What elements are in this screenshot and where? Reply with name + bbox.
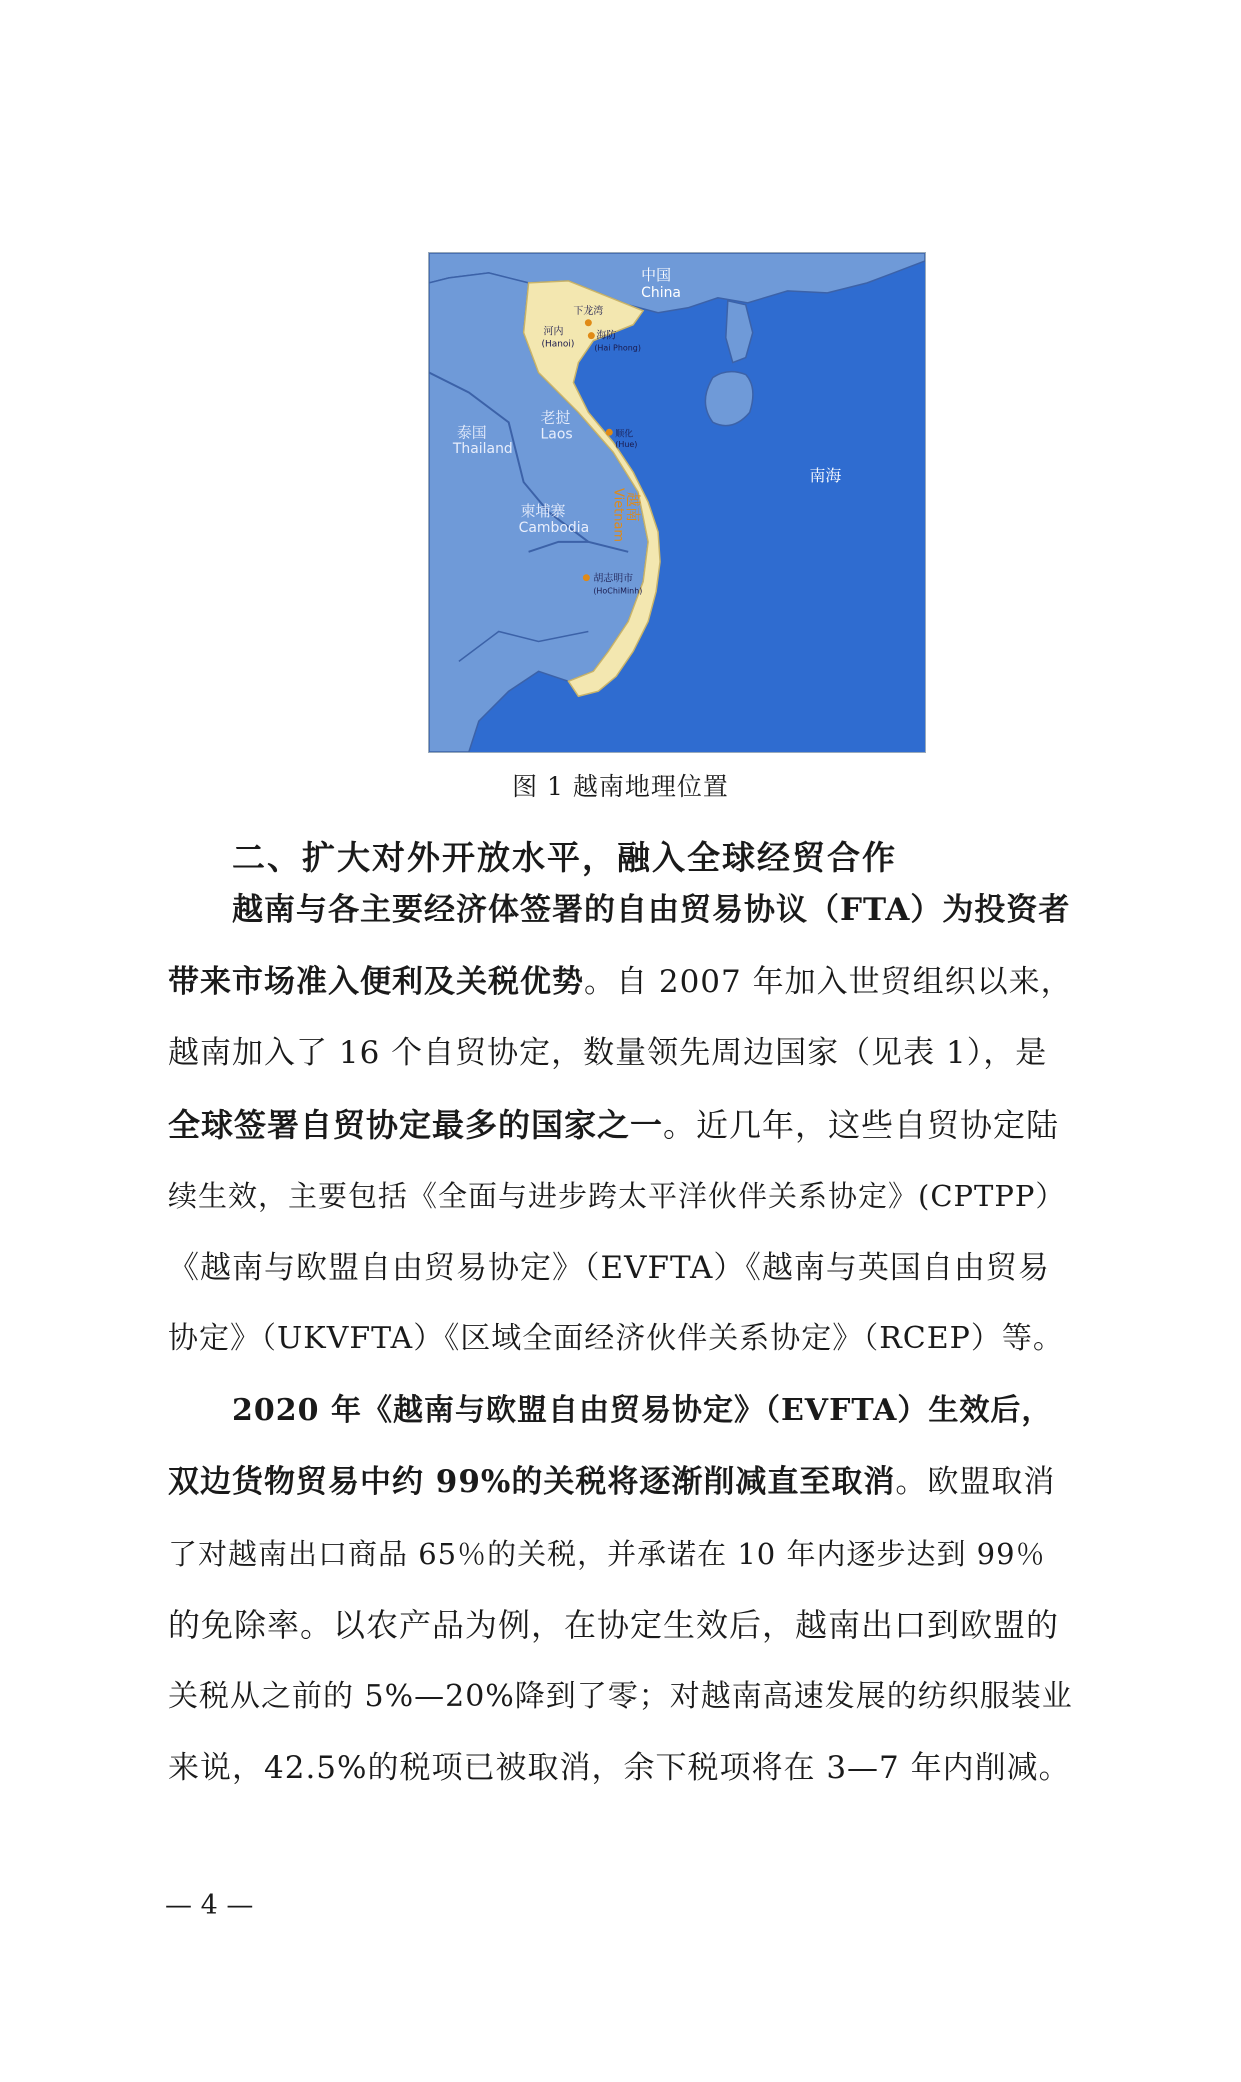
paragraph-line	[168, 1031, 1073, 1075]
page-number: — 4 —	[165, 1890, 254, 1921]
normal-text: 续生效，主要包括《全面与进步跨太平洋伙伴关系协定》(CPTPP）	[168, 1179, 1066, 1213]
vietnam-location-map	[428, 252, 926, 753]
paragraph-line	[168, 1746, 1073, 1790]
label-south-sea: 南海	[809, 466, 842, 486]
label-hanoi-en: (Hanoi)	[541, 339, 575, 350]
normal-text: 。欧盟取消	[895, 1464, 1056, 1500]
marker-hanoi	[588, 332, 595, 339]
paragraph-line	[168, 960, 1073, 1004]
label-hanoi-cn: 河内	[543, 326, 564, 338]
paragraph-line	[168, 1532, 1073, 1576]
paragraph-line	[232, 1389, 1073, 1433]
marker-hue	[606, 429, 613, 436]
label-laos-cn: 老挝	[540, 408, 571, 427]
label-hcmc-en: (HoChiMinh)	[593, 586, 643, 596]
label-thailand-en: Thailand	[452, 441, 513, 458]
marker-xialongwan	[585, 319, 592, 326]
paragraph-line	[168, 1675, 1073, 1719]
paragraph-line	[168, 1603, 1073, 1647]
marker-hcmc	[583, 574, 590, 581]
normal-text: 。近几年，这些自贸协定陆	[663, 1106, 1060, 1144]
paragraph-line	[168, 1317, 1073, 1361]
normal-text: 来说，42.5%的税项已被取消，余下税项将在 3—7 年内削减。	[168, 1750, 1071, 1786]
bold-text: 带来市场准入便利及关税优势	[168, 964, 584, 1000]
bold-text: 2020 年《越南与欧盟自由贸易协定》（EVFTA）生效后，	[232, 1393, 1053, 1428]
section-heading: 二、扩大对外开放水平，融入全球经贸合作	[232, 838, 897, 877]
paragraph-line	[168, 1246, 1073, 1290]
label-laos-en: Laos	[540, 426, 573, 443]
label-hue-cn: 顺化	[615, 429, 634, 440]
paragraph-line	[232, 888, 1073, 932]
normal-text: 了对越南出口商品 65％的关税，并承诺在 10 年内逐步达到 99％	[168, 1537, 1046, 1571]
label-china-cn: 中国	[641, 265, 672, 284]
figure-caption: 图 1 越南地理位置	[512, 772, 729, 801]
normal-text: 。自 2007 年加入世贸组织以来，	[584, 964, 1073, 1000]
label-thailand-cn: 泰国	[456, 423, 487, 442]
label-xialongwan: 下龙湾	[573, 305, 604, 317]
paragraph-line	[168, 1103, 1073, 1147]
label-cambodia-en: Cambodia	[518, 519, 590, 536]
normal-text: 关税从之前的 5%—20%降到了零；对越南高速发展的纺织服装业	[168, 1679, 1073, 1714]
normal-text: 越南加入了 16 个自贸协定，数量领先周边国家（见表 1），是	[168, 1035, 1048, 1071]
label-haiphong-cn: 海防	[596, 330, 617, 342]
normal-text: 的免除率。以农产品为例，在协定生效后，越南出口到欧盟的	[168, 1606, 1060, 1644]
paragraph-line	[168, 1174, 1073, 1218]
hainan-island	[705, 372, 753, 426]
paragraph-line	[168, 1460, 1073, 1504]
bold-text: 双边货物贸易中约 99%的关税将逐渐削减直至取消	[168, 1464, 896, 1500]
normal-text: 《越南与欧盟自由贸易协定》（EVFTA）《越南与英国自由贸易	[168, 1250, 1050, 1286]
label-vietnam-en: Vietnam	[610, 488, 626, 542]
label-cambodia-cn: 柬埔寨	[520, 501, 566, 520]
label-hue-en: (Hue)	[615, 440, 638, 450]
bold-text: 越南与各主要经济体签署的自由贸易协议（FTA）为投资者	[232, 892, 1071, 928]
label-haiphong-en: (Hai Phong)	[594, 343, 641, 353]
label-vietnam-cn: 越南	[624, 492, 643, 522]
normal-text: 协定》（UKVFTA）《区域全面经济伙伴关系协定》（RCEP）等。	[168, 1321, 1064, 1356]
label-china-en: China	[641, 284, 681, 301]
bold-text: 全球签署自贸协定最多的国家之一	[168, 1106, 664, 1144]
label-hcmc-cn: 胡志明市	[593, 573, 634, 585]
